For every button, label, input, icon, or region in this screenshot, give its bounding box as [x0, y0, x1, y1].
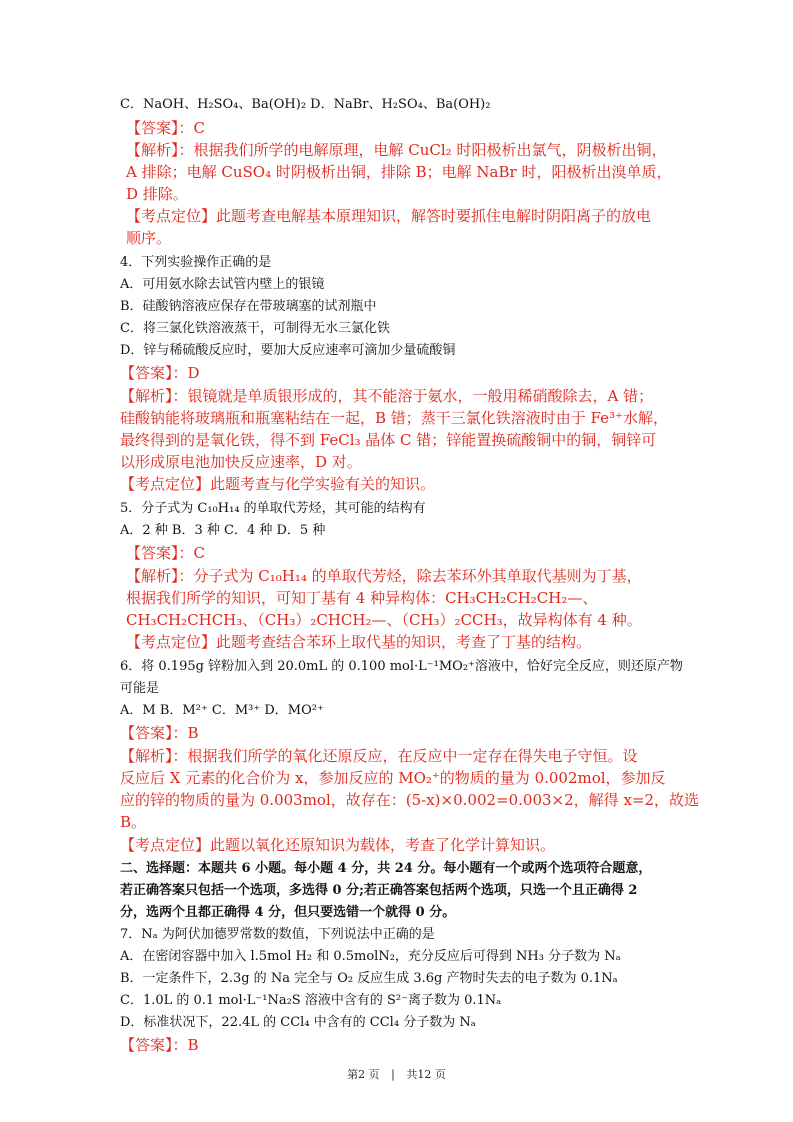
q4-option-b: B．硅酸钠溶液应保存在带玻璃塞的试剂瓶中: [120, 299, 377, 314]
q5-analysis-line-3: CH₃CH₂CHCH₃、（CH₃）₂CHCH₂—、（CH₃）₂CCH₃，故异构体有 4 种。: [126, 611, 642, 629]
q4-option-d: D．锌与稀硫酸反应时，要加大反应速率可滴加少量硫酸铜: [120, 343, 456, 358]
q4-answer: 【答案】：D: [120, 364, 200, 382]
section2-line-1: 二、选择题：本题共 6 小题。每小题 4 分，共 24 分。每小题有一个或两个选项符合题意，: [120, 861, 652, 876]
q3-analysis-line-3: D 排除。: [126, 185, 188, 203]
q4-analysis-line-2: 硅酸钠能将玻璃瓶和瓶塞粘结在一起，B 错；蒸干三氯化铁溶液时由于 Fe³⁺水解，: [120, 409, 668, 427]
q4-analysis-line-1: 【解析】：银镜就是单质银形成的，其不能溶于氨水，一般用稀硝酸除去，A 错；: [120, 387, 654, 405]
q6-answer: 【答案】：B: [120, 724, 199, 742]
q4-analysis-line-3: 最终得到的是氧化铁，得不到 FeCl₃ 晶体 C 错；锌能置换硫酸铜中的铜，铜锌可: [120, 431, 657, 449]
q6-stem-line-1: 6．将 0.195g 锌粉加入到 20.0mL 的 0.100 mol·L⁻¹MO₂⁺溶液中，恰好完全反应，则还原产物: [120, 659, 683, 674]
q5-analysis-line-2: 根据我们所学的知识，可知丁基有 4 种异构体：CH₃CH₂CH₂CH₂—、: [126, 589, 598, 607]
q6-options: A．M B．M²⁺ C．M³⁺ D．MO²⁺: [120, 703, 324, 718]
q3-point-line-1: 【考点定位】此题考查电解基本原理知识，解答时要抓住电解时阴阳离子的放电: [126, 207, 652, 225]
section2-line-2: 若正确答案只包括一个选项，多选得 0 分;若正确答案包括两个选项，只选一个且正确得 2: [120, 883, 638, 898]
q5-point: 【考点定位】此题考查结合苯环上取代基的知识，考查了丁基的结构。: [126, 633, 592, 651]
q6-analysis-line-2: 反应后 X 元素的化合价为 x，参加反应的 MO₂⁺的物质的量为 0.002mol，参加反: [120, 769, 666, 787]
page-number: 第2 页: [347, 1068, 380, 1081]
q6-analysis-line-4: B。: [120, 813, 147, 831]
q6-point: 【考点定位】此题以氧化还原知识为载体，考查了化学计算知识。: [120, 836, 556, 854]
q7-option-c: C．1.0L 的 0.1 mol·L⁻¹Na₂S 溶液中含有的 S²⁻离子数为 0.1Nₐ: [120, 993, 502, 1008]
section2-line-3: 分，选两个且都正确得 4 分，但只要选错一个就得 0 分。: [120, 905, 456, 920]
q7-option-d: D．标准状况下，22.4L 的 CCl₄ 中含有的 CCl₄ 分子数为 Nₐ: [120, 1015, 476, 1030]
q3-analysis-line-2: A 排除；电解 CuSO₄ 时阴极析出铜，排除 B；电解 NaBr 时，阳极析出溴单质，: [126, 163, 672, 181]
q7-stem: 7．Nₐ 为阿伏加德罗常数的数值，下列说法中正确的是: [120, 927, 435, 942]
page-footer: [0, 1066, 793, 1082]
q4-analysis-line-4: 以形成原电池加快反应速率，D 对。: [120, 453, 362, 471]
q3-point-line-2: 顺序。: [126, 229, 172, 247]
q4-stem: 4．下列实验操作正确的是: [120, 255, 272, 270]
q5-options: A．2 种 B．3 种 C．4 种 D．5 种: [120, 523, 326, 538]
q4-point: 【考点定位】此题考查与化学实验有关的知识。: [120, 475, 436, 493]
q4-option-c: C．将三氯化铁溶液蒸干，可制得无水三氯化铁: [120, 321, 390, 336]
q3-answer: 【答案】：C: [126, 119, 205, 137]
q3-options-cd: C．NaOH、H₂SO₄、Ba(OH)₂ D．NaBr、H₂SO₄、Ba(OH)₂: [120, 97, 491, 112]
q5-stem: 5．分子式为 C₁₀H₁₄ 的单取代芳烃，其可能的结构有: [120, 501, 426, 516]
q6-analysis-line-1: 【解析】：根据我们所学的氧化还原反应，在反应中一定存在得失电子守恒。设: [120, 747, 638, 765]
q6-stem-line-2: 可能是: [120, 681, 160, 696]
q7-option-a: A．在密闭容器中加入 l.5mol H₂ 和 0.5molN₂，充分反应后可得到 NH₃ 分子数为 Nₐ: [120, 949, 621, 964]
q5-answer: 【答案】：C: [126, 544, 205, 562]
q5-analysis-line-1: 【解析】：分子式为 C₁₀H₁₄ 的单取代芳烃，除去苯环外其单取代基则为丁基，: [126, 567, 642, 585]
page-total: 共12 页: [406, 1068, 446, 1081]
q6-analysis-line-3: 应的锌的物质的量为 0.003mol，故存在：(5-x)×0.002=0.003×2，解得 x=2，故选: [120, 791, 700, 809]
footer-separator: |: [391, 1068, 395, 1081]
q7-answer: 【答案】：B: [120, 1036, 199, 1054]
q7-option-b: B．一定条件下，2.3g 的 Na 完全与 O₂ 反应生成 3.6g 产物时失去的电子数为 0.1Nₐ: [120, 971, 618, 986]
q4-option-a: A．可用氨水除去试管内壁上的银镜: [120, 277, 325, 292]
q3-analysis-line-1: 【解析】：根据我们所学的电解原理，电解 CuCl₂ 时阳极析出氯气，阴极析出铜，: [126, 141, 667, 159]
